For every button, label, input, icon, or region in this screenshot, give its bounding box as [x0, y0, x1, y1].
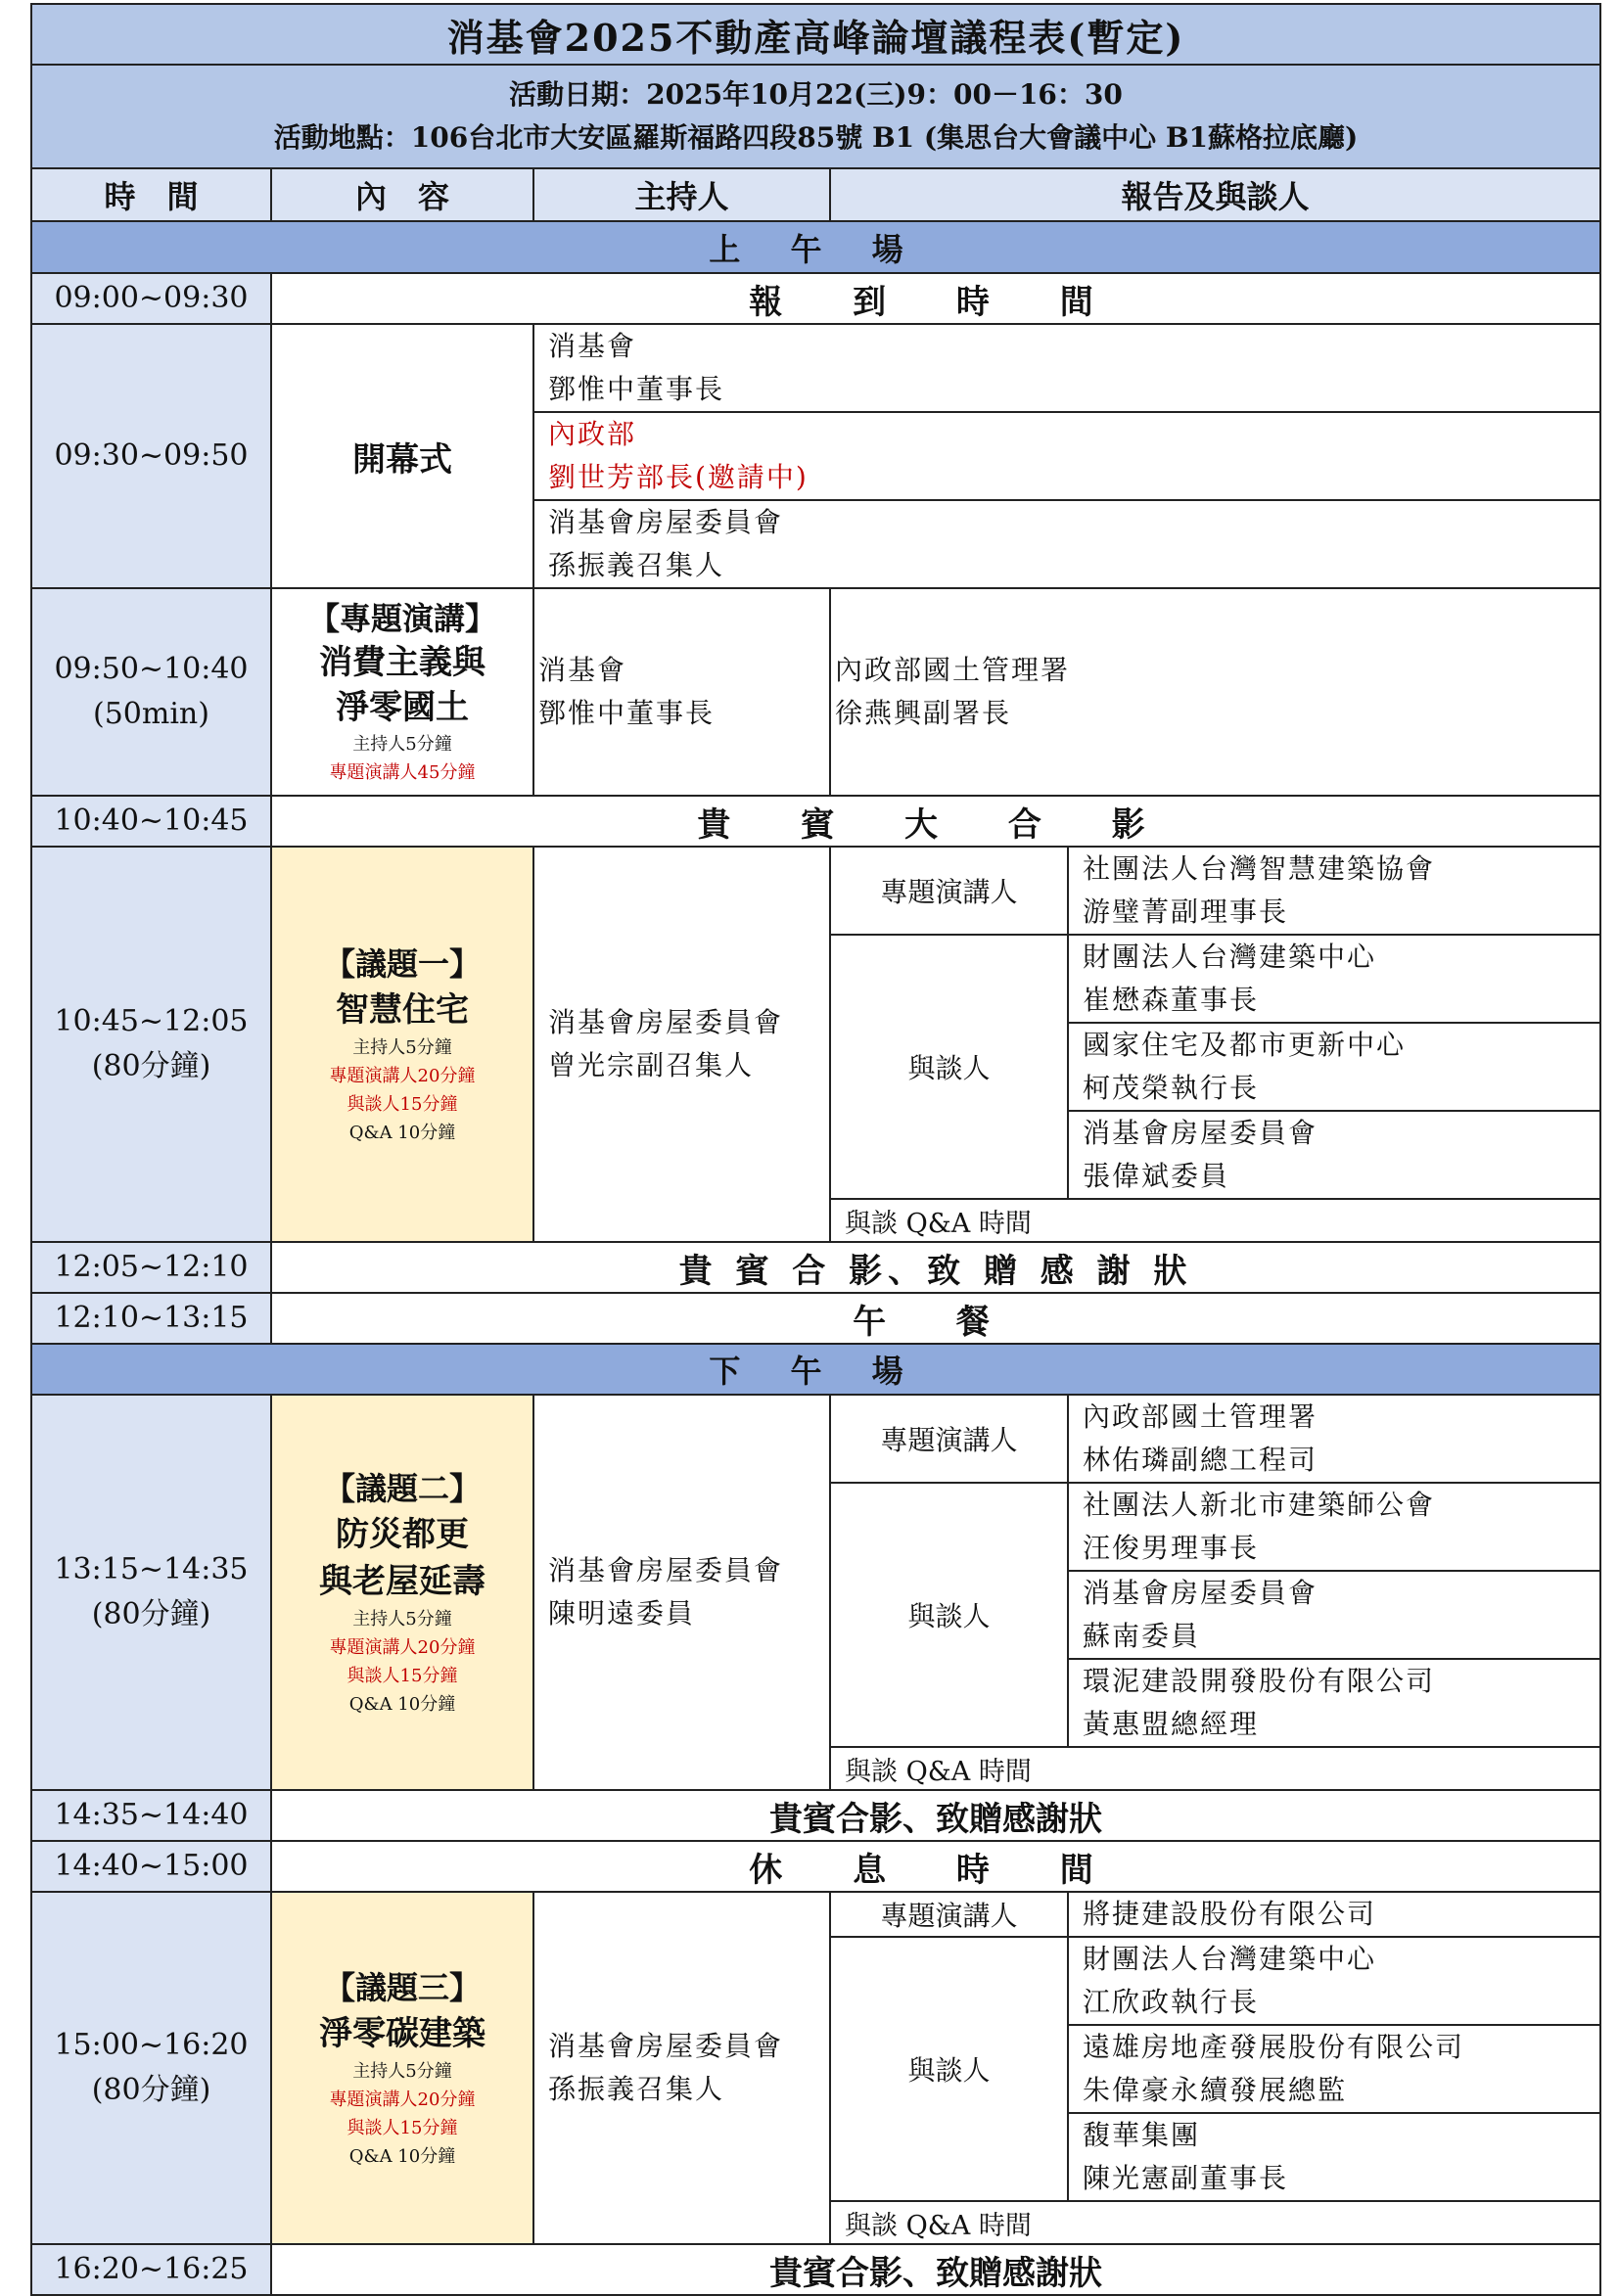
- org: 馥華集團: [1083, 2119, 1201, 2151]
- keynote-speaker: [1068, 1892, 1600, 1937]
- keynote-speaker: [1068, 1395, 1600, 1483]
- row-time: 12:05~12:10: [31, 1242, 271, 1293]
- person: 張偉斌委員: [1083, 1160, 1230, 1192]
- qa-time: 與談 Q&A 時間: [830, 1199, 1600, 1242]
- host-cell: [533, 1395, 830, 1790]
- lunch: 午 餐: [271, 1293, 1600, 1344]
- topic-title: 與老屋延壽: [319, 1562, 486, 1601]
- speaker-cell: [830, 588, 1600, 796]
- org: 社團法人台灣智慧建築協會: [1083, 852, 1436, 885]
- duration: (80分鐘): [91, 2073, 211, 2107]
- org: 國家住宅及都市更新中心: [1083, 1029, 1407, 1061]
- time-range: 09:50~10:40: [54, 652, 249, 686]
- org: 消基會房屋委員會: [548, 506, 784, 538]
- time-note: 主持人5分鐘: [352, 1609, 452, 1630]
- col-content: 內 容: [271, 168, 533, 221]
- duration: (50min): [93, 697, 209, 731]
- time-note: 專題演講人20分鐘: [329, 2089, 476, 2110]
- row-time: 14:40~15:00: [31, 1841, 271, 1892]
- col-host: 主持人: [533, 168, 830, 221]
- org: 消基會房屋委員會: [548, 2030, 784, 2062]
- person: 鄧惟中董事長: [538, 697, 716, 729]
- org: 消基會房屋委員會: [548, 1554, 784, 1586]
- person: 陳明遠委員: [548, 1597, 696, 1630]
- row-time: 10:40~10:45: [31, 796, 271, 847]
- page-title: 消基會2025不動產高峰論壇議程表(暫定): [31, 4, 1600, 65]
- host-cell: [533, 588, 830, 796]
- org: 內政部: [548, 418, 637, 450]
- org: 消基會房屋委員會: [1083, 1577, 1318, 1609]
- event-date: 活動日期：2025年10月22(三)9：00－16：30: [509, 78, 1123, 111]
- person: 黃惠盟總經理: [1083, 1708, 1260, 1740]
- org: 內政部國土管理署: [835, 654, 1071, 686]
- person: 孫振義召集人: [548, 549, 725, 581]
- topic-title: 防災都更: [336, 1515, 469, 1554]
- topic-label: 【議題一】: [323, 945, 481, 983]
- topic-label: 【議題三】: [323, 1969, 481, 2006]
- session-morning: 上 午 場: [31, 221, 1600, 273]
- time-note: Q&A 10分鐘: [348, 2146, 456, 2167]
- time-note: 主持人5分鐘: [352, 734, 452, 755]
- time-note: 與談人15分鐘: [347, 1666, 458, 1686]
- person: 蘇南委員: [1083, 1620, 1201, 1652]
- person: 江欣政執行長: [1083, 1986, 1260, 2018]
- opening-speaker: [533, 324, 1600, 412]
- row-time: 09:30~09:50: [31, 324, 271, 588]
- time-note: 主持人5分鐘: [352, 1037, 452, 1058]
- person: 鄧惟中董事長: [548, 373, 725, 405]
- row-time: [31, 1892, 271, 2244]
- topic-label: 【議題二】: [323, 1470, 481, 1507]
- person: 劉世芳部長(邀請中): [548, 461, 809, 493]
- person: 陳光憲副董事長: [1083, 2162, 1289, 2194]
- org: 內政部國土管理署: [1083, 1401, 1318, 1433]
- row-time: 09:00~09:30: [31, 273, 271, 324]
- org: 消基會: [538, 654, 627, 686]
- person: 汪俊男理事長: [1083, 1532, 1260, 1564]
- session-afternoon: 下 午 場: [31, 1344, 1600, 1395]
- panel-role: 與談人: [830, 1483, 1068, 1747]
- time-note: Q&A 10分鐘: [348, 1694, 456, 1715]
- host-cell: [533, 1892, 830, 2244]
- org: 消基會: [548, 330, 637, 362]
- time-range: 13:15~14:35: [54, 1552, 249, 1586]
- qa-time: 與談 Q&A 時間: [830, 1747, 1600, 1790]
- checkin-text: 報 到 時 間: [271, 273, 1600, 324]
- time-note: 與談人15分鐘: [347, 1094, 458, 1115]
- panelist: [1068, 1023, 1600, 1111]
- panelist: [1068, 1111, 1600, 1199]
- duration: (80分鐘): [91, 1049, 211, 1083]
- host-cell: [533, 847, 830, 1242]
- topic-title: 淨零碳建築: [319, 2014, 486, 2053]
- org: 消基會房屋委員會: [1083, 1117, 1318, 1149]
- keynote-role: 專題演講人: [830, 847, 1068, 935]
- duration: (80分鐘): [91, 1597, 211, 1631]
- person: 游璧菁副理事長: [1083, 895, 1289, 928]
- group-photo: 貴 賓 大 合 影: [271, 796, 1600, 847]
- row-time: [31, 588, 271, 796]
- panel-role: 與談人: [830, 1937, 1068, 2201]
- org: 社團法人新北市建築師公會: [1083, 1489, 1436, 1521]
- time-note: Q&A 10分鐘: [348, 1123, 456, 1143]
- panelist: [1068, 1659, 1600, 1747]
- row-time: [31, 847, 271, 1242]
- person: 徐燕興副署長: [835, 697, 1012, 729]
- keynote-role: 專題演講人: [830, 1395, 1068, 1483]
- keynote-topic: [271, 588, 533, 796]
- org: 消基會房屋委員會: [548, 1006, 784, 1038]
- time-note: 專題演講人20分鐘: [329, 1637, 476, 1658]
- topic-two: [271, 1395, 533, 1790]
- panelist: [1068, 1483, 1600, 1571]
- panelist: [1068, 935, 1600, 1023]
- panelist: [1068, 2113, 1600, 2201]
- opening-ceremony: 開幕式: [271, 324, 533, 588]
- org: 環泥建設開發股份有限公司: [1083, 1665, 1436, 1697]
- opening-speaker: [533, 412, 1600, 500]
- topic-title: 消費主義與: [319, 643, 486, 682]
- keynote-speaker: [1068, 847, 1600, 935]
- keynote-role: 專題演講人: [830, 1892, 1068, 1937]
- panelist: [1068, 2025, 1600, 2113]
- time-note: 主持人5分鐘: [352, 2061, 452, 2082]
- agenda-table: [30, 3, 1601, 2296]
- org: 遠雄房地產發展股份有限公司: [1083, 2031, 1465, 2063]
- time-range: 15:00~16:20: [54, 2028, 249, 2062]
- panelist: [1068, 1937, 1600, 2025]
- event-venue: 活動地點：106台北市大安區羅斯福路四段85號 B1 (集思台大會議中心 B1蘇格拉底廳): [273, 121, 1359, 154]
- opening-speaker: [533, 500, 1600, 588]
- panel-role: 與談人: [830, 935, 1068, 1199]
- row-time: 16:20~16:25: [31, 2244, 271, 2295]
- topic-title: 淨零國土: [336, 688, 469, 727]
- person: 孫振義召集人: [548, 2073, 725, 2105]
- break-time: 休 息 時 間: [271, 1841, 1600, 1892]
- time-note: 與談人15分鐘: [347, 2118, 458, 2138]
- org: 財團法人台灣建築中心: [1083, 941, 1377, 973]
- person: 朱偉豪永續發展總監: [1083, 2074, 1348, 2106]
- photo-certificate: 貴 賓 合 影、致 贈 感 謝 狀: [271, 1242, 1600, 1293]
- event-info: [31, 65, 1600, 168]
- person: 柯茂榮執行長: [1083, 1072, 1260, 1104]
- agenda-document: [30, 3, 1599, 2296]
- time-note: 專題演講人20分鐘: [329, 1066, 476, 1086]
- col-time: 時 間: [31, 168, 271, 221]
- person: 林佑璘副總工程司: [1083, 1444, 1318, 1476]
- person: 曾光宗副召集人: [548, 1049, 755, 1081]
- photo-certificate: 貴賓合影、致贈感謝狀: [271, 2244, 1600, 2295]
- topic-one: [271, 847, 533, 1242]
- row-time: 12:10~13:15: [31, 1293, 271, 1344]
- col-speakers: 報告及與談人: [830, 168, 1600, 221]
- person: 崔懋森董事長: [1083, 984, 1260, 1016]
- topic-title: 智慧住宅: [336, 990, 469, 1030]
- photo-certificate: 貴賓合影、致贈感謝狀: [271, 1790, 1600, 1841]
- row-time: 14:35~14:40: [31, 1790, 271, 1841]
- row-time: [31, 1395, 271, 1790]
- org: 將捷建設股份有限公司: [1083, 1898, 1377, 1930]
- qa-time: 與談 Q&A 時間: [830, 2201, 1600, 2244]
- topic-three: [271, 1892, 533, 2244]
- org: 財團法人台灣建築中心: [1083, 1943, 1377, 1975]
- time-note: 專題演講人45分鐘: [329, 762, 476, 783]
- topic-label: 【專題演講】: [307, 600, 496, 637]
- panelist: [1068, 1571, 1600, 1659]
- time-range: 10:45~12:05: [54, 1004, 249, 1038]
